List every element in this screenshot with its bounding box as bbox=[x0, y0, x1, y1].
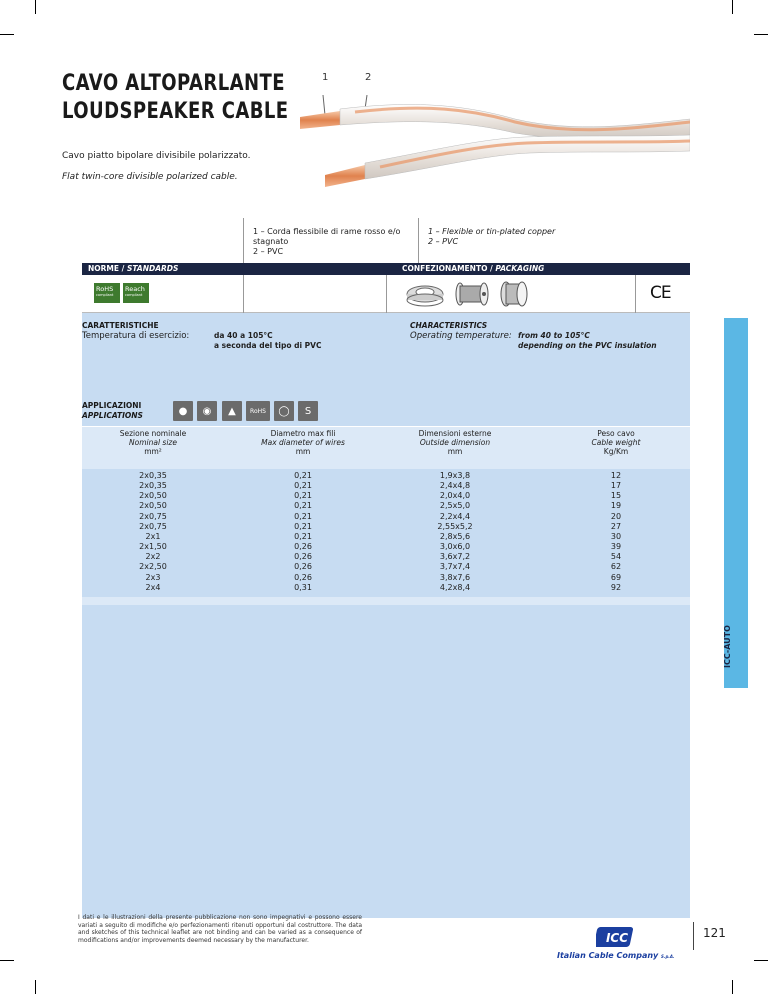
warning-icon: ▲ bbox=[222, 401, 242, 421]
construction-en bbox=[418, 218, 618, 263]
characteristics-sub-en: Operating temperature: bbox=[410, 331, 512, 341]
section-header-bar bbox=[82, 263, 690, 275]
construction-line: 1 – Corda flessibile di rame rosso e/o stagnato bbox=[253, 227, 401, 246]
page-number: 121 bbox=[703, 926, 726, 940]
construction-line: 2 – PVC bbox=[428, 237, 459, 246]
column-header-weight: Peso cavo Cable weight Kg/Km bbox=[591, 429, 641, 456]
crop-mark bbox=[35, 0, 36, 14]
title-line-en: LOUDSPEAKER CABLE bbox=[62, 99, 289, 124]
construction-line: 2 – PVC bbox=[253, 247, 284, 256]
column-header-wire: Diametro max fili Max diameter of wires mm bbox=[261, 429, 345, 456]
rohs-icon: RoHS bbox=[246, 401, 270, 421]
temperature-value-en: from 40 to 105°C depending on the PVC insulation bbox=[518, 331, 657, 350]
reach-badge: Reach compliant bbox=[123, 283, 149, 303]
divider bbox=[386, 275, 387, 313]
row-stripe bbox=[82, 461, 690, 469]
construction-it bbox=[243, 218, 418, 263]
crop-mark bbox=[754, 34, 768, 35]
crop-mark bbox=[732, 980, 733, 994]
divider bbox=[243, 275, 244, 313]
temperature-value-it: da 40 a 105°C a seconda del tipo di PVC bbox=[214, 331, 322, 350]
section-side-label: ICC-AUTO bbox=[723, 625, 732, 668]
company-name: Italian Cable Company S.p.A. bbox=[557, 951, 675, 960]
disclaimer: I dati e le illustrazioni della presente pubblicazione non sono impegnativi e possono essere variati a seguito di modifiche e/o perfezionamenti ritenuti opportuni dal costruttore. The data and sketches of this technical leaflet are not binding and can be varied as a consequence of modifications and/or improvements deemed necessary by the manufacturer. bbox=[78, 914, 362, 944]
column-header-size: Sezione nominale Nominal size mm² bbox=[119, 429, 187, 456]
ce-mark: CE bbox=[650, 283, 671, 303]
cable-illustration bbox=[295, 95, 690, 205]
packaging-heading: CONFEZIONAMENTO / PACKAGING bbox=[402, 264, 545, 273]
crop-mark bbox=[754, 960, 768, 961]
table-column-wire: 0,21 0,21 0,21 0,21 0,21 0,21 0,21 0,26 0,26 0,26 0,26 0,31 bbox=[294, 471, 312, 592]
reel-icon bbox=[496, 280, 532, 308]
s-icon: S bbox=[298, 401, 318, 421]
crop-mark bbox=[732, 0, 733, 14]
characteristics-sub-it: Temperatura di esercizio: bbox=[82, 331, 190, 341]
coil-icon bbox=[404, 280, 446, 308]
svg-text:ICC: ICC bbox=[605, 931, 629, 945]
column-header-dimension: Dimensioni esterne Outside dimension mm bbox=[418, 429, 492, 456]
standards-heading: NORME / STANDARDS bbox=[88, 264, 179, 273]
applications-label: APPLICAZIONI APPLICATIONS bbox=[82, 401, 143, 420]
horn-icon: ◯ bbox=[274, 401, 294, 421]
construction-line: 1 – Flexible or tin-plated copper bbox=[428, 227, 556, 236]
table-column-weight: 12 17 15 19 20 27 30 39 54 62 69 92 bbox=[610, 471, 622, 592]
page-title bbox=[62, 70, 289, 126]
lightbulb-icon: ● bbox=[173, 401, 193, 421]
icc-logo bbox=[596, 925, 636, 949]
crop-mark bbox=[0, 960, 14, 961]
callout-1: 1 bbox=[322, 72, 329, 83]
table-column-size: 2x0,35 2x0,35 2x0,50 2x0,50 2x0,75 2x0,75 2x1 2x1,50 2x2 2x2,50 2x3 2x4 bbox=[139, 471, 167, 592]
speaker-icon: ◉ bbox=[197, 401, 217, 421]
description-en: Flat twin-core divisible polarized cable. bbox=[62, 172, 238, 182]
row-stripe bbox=[82, 597, 690, 605]
divider bbox=[635, 275, 636, 313]
callout-2: 2 bbox=[365, 72, 372, 83]
rohs-badge: RoHS compliant bbox=[94, 283, 120, 303]
characteristics-label-it: CARATTERISTICHE bbox=[82, 321, 159, 330]
divider bbox=[693, 922, 694, 950]
table-column-dimension: 1,9x3,8 2,4x4,8 2,0x4,0 2,5x5,0 2,2x4,4 2,55x5,2 2,8x5,6 3,0x6,0 3,6x7,2 3,7x7,4 3,8x7,6 4,2x8,4 bbox=[437, 471, 473, 592]
description-it: Cavo piatto bipolare divisibile polarizzato. bbox=[62, 151, 251, 161]
crop-mark bbox=[0, 34, 14, 35]
title-line-it: CAVO ALTOPARLANTE bbox=[62, 71, 285, 96]
characteristics-label-en: CHARACTERISTICS bbox=[410, 321, 488, 330]
crop-mark bbox=[35, 980, 36, 994]
spool-icon bbox=[452, 280, 492, 308]
